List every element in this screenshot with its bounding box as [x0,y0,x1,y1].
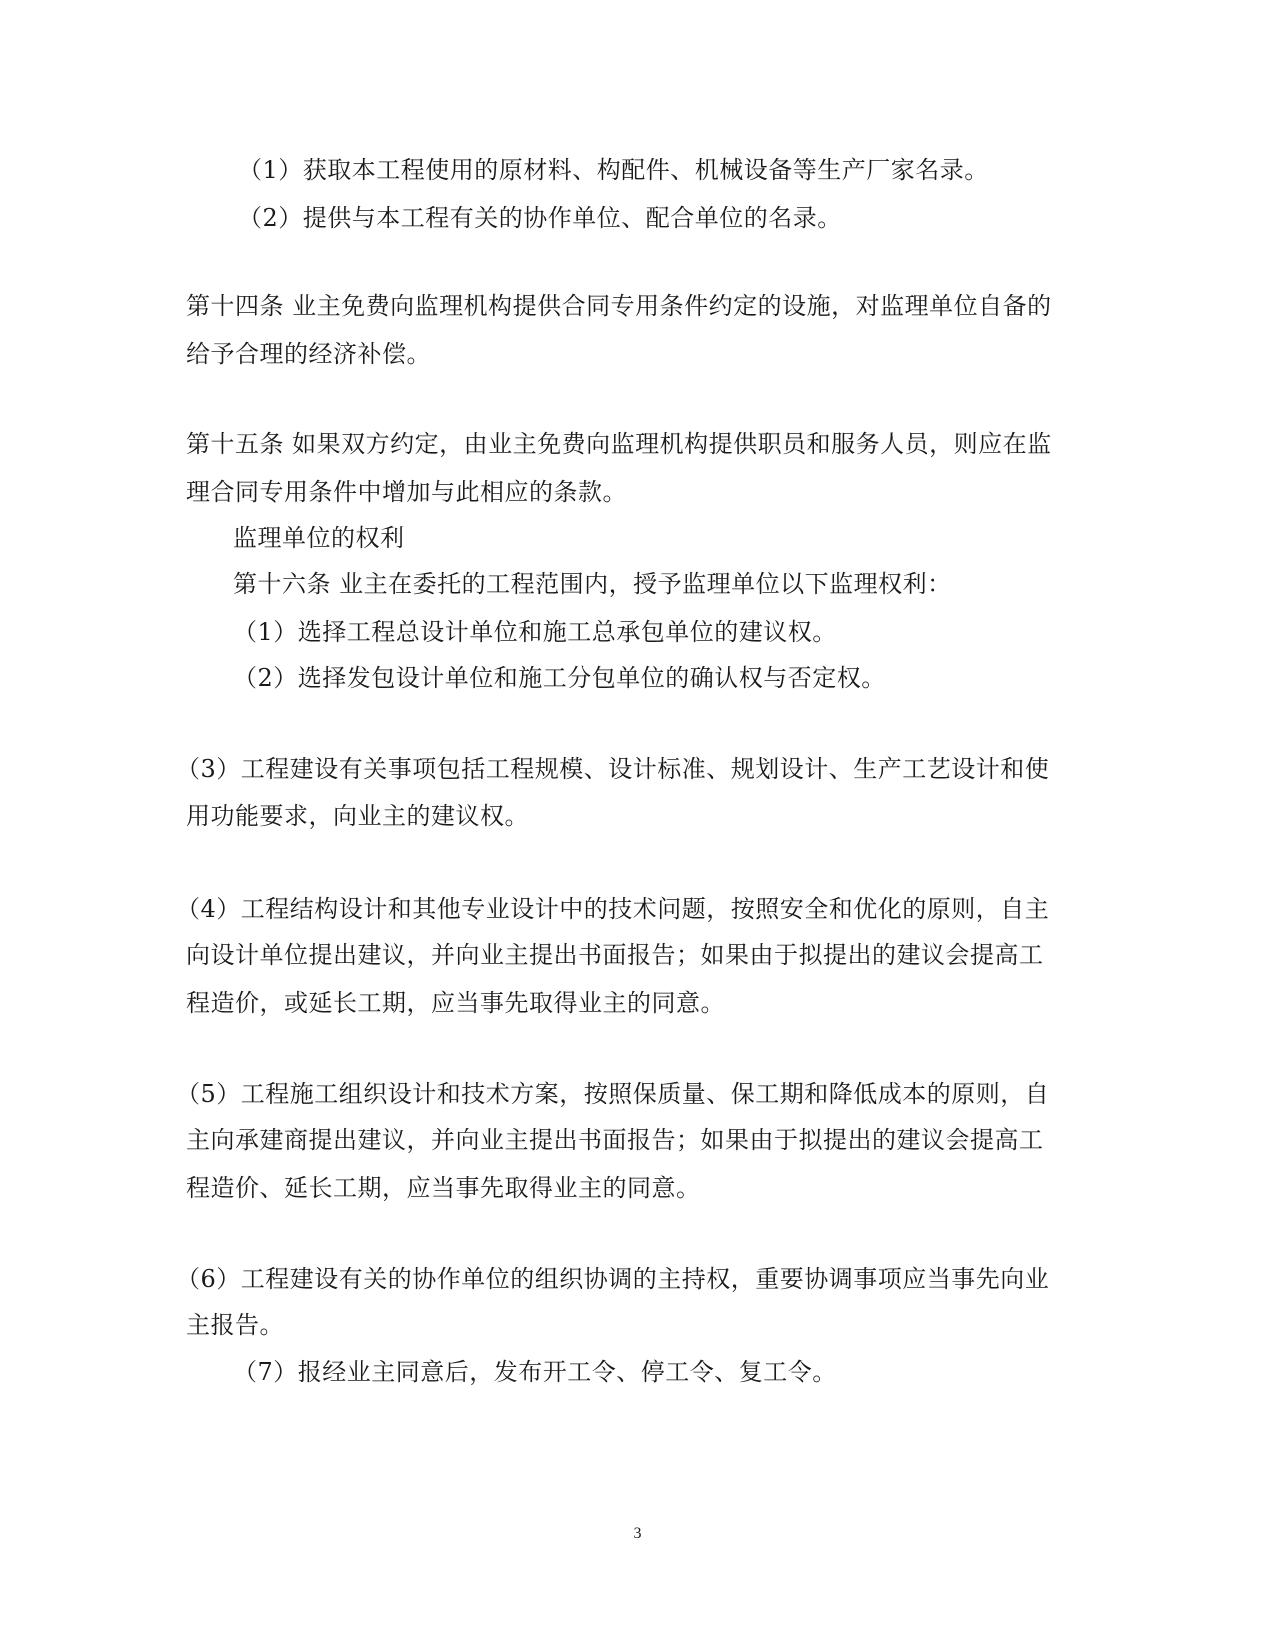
text-line: （7）报经业主同意后，发布开工令、停工令、复工令。 [233,1358,837,1386]
text-line: （6）工程建设有关的协作单位的组织协调的主持权，重要协调事项应当事先向业 [176,1265,1050,1293]
text-line: （4）工程结构设计和其他专业设计中的技术问题，按照安全和优化的原则，自主 [176,895,1050,923]
text-line: （2）选择发包设计单位和施工分包单位的确认权与否定权。 [233,664,886,692]
text-line: 给予合理的经济补偿。 [186,340,431,368]
text-line: （1）选择工程总设计单位和施工总承包单位的建议权。 [233,618,837,646]
text-line: 主报告。 [186,1311,284,1339]
text-line: 第十四条 业主免费向监理机构提供合同专用条件约定的设施，对监理单位自备的 [186,292,1052,320]
text-line: 理合同专用条件中增加与此相应的条款。 [186,478,627,506]
text-line: （2）提供与本工程有关的协作单位、配合单位的名录。 [238,204,842,232]
text-line: 主向承建商提出建议，并向业主提出书面报告；如果由于拟提出的建议会提高工 [186,1126,1044,1154]
text-line: 用功能要求，向业主的建议权。 [186,802,529,830]
text-line: 程造价，或延长工期，应当事先取得业主的同意。 [186,989,725,1017]
text-line: 第十六条 业主在委托的工程范围内，授予监理单位以下监理权利： [233,570,952,598]
section-heading: 监理单位的权利 [233,524,405,552]
text-line: （3）工程建设有关事项包括工程规模、设计标准、规划设计、生产工艺设计和使 [176,755,1050,783]
page-number: 3 [633,1525,642,1542]
text-line: （5）工程施工组织设计和技术方案，按照保质量、保工期和降低成本的原则，自 [176,1080,1050,1108]
text-line: 第十五条 如果双方约定，由业主免费向监理机构提供职员和服务人员，则应在监 [186,430,1052,458]
text-line: （1）获取本工程使用的原材料、构配件、机械设备等生产厂家名录。 [238,156,989,184]
text-line: 向设计单位提出建议，并向业主提出书面报告；如果由于拟提出的建议会提高工 [186,941,1044,969]
text-line: 程造价、延长工期，应当事先取得业主的同意。 [186,1174,701,1202]
